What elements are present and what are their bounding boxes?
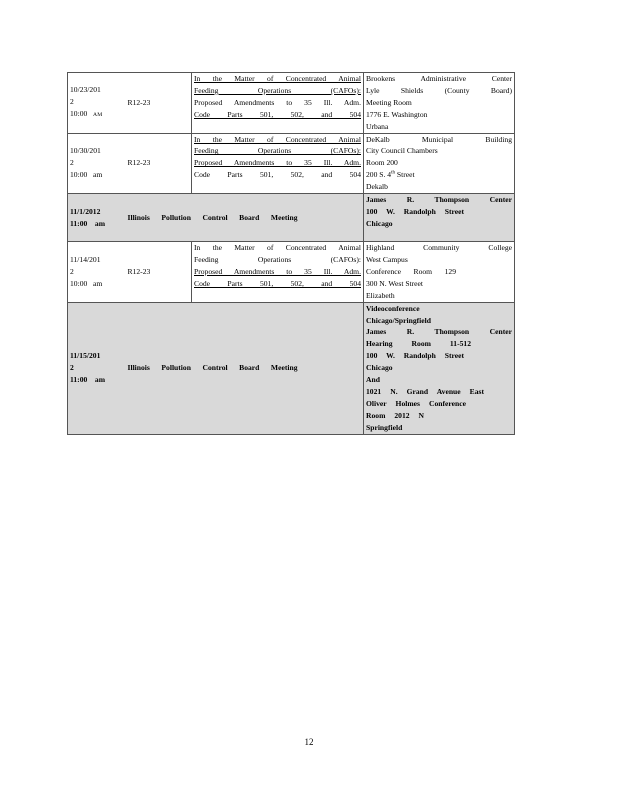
table-row xyxy=(68,133,515,194)
title-cell: In the Matter of Concentrated Animal Feeding Operations (CAFOs): Proposed Amendments to 35 Ill. Adm. Code Parts 501, 502, and 504 xyxy=(192,73,364,134)
table-row xyxy=(68,242,515,303)
docket-cell: R12-23 xyxy=(126,242,192,303)
location-cell: Highland Community College West Campus Conference Room 129 300 N. West Street Elizabeth xyxy=(364,242,515,303)
date-cell: 11/14/201 2 10:00 am xyxy=(68,242,126,303)
date-cell: 11/15/201 2 11:00 am xyxy=(68,302,126,434)
location-cell: Brookens Administrative Center Lyle Shields (County Board) Meeting Room 1776 E. Washington Urbana xyxy=(364,73,515,134)
docket-cell: R12-23 xyxy=(126,73,192,134)
title-cell: In the Matter of Concentrated Animal Feeding Operations (CAFOs): Proposed Amendments to 35 Ill. Adm. Code Parts 501, 502, and 504 xyxy=(192,242,364,303)
title-cell: In the Matter of Concentrated Animal Feeding Operations (CAFOs): Proposed Amendments to 35 Ill. Adm. Code Parts 501, 502, and 504 xyxy=(192,133,364,194)
table-row xyxy=(68,73,515,134)
date-cell: 11/1/2012 11:00 am xyxy=(68,194,126,242)
meeting-cell: Illinois Pollution Control Board Meeting xyxy=(126,194,364,242)
docket-cell: R12-23 xyxy=(126,133,192,194)
table-row xyxy=(68,194,515,242)
page-number: 12 xyxy=(304,737,314,747)
date-cell: 10/23/201 2 10:00 AM xyxy=(68,73,126,134)
location-cell: Videoconference Chicago/Springfield James R. Thompson Center Hearing Room 11-512 100 W. Randolph Street Chicago And 1021 N. Grand Avenue East Oliver Holmes Conference Room 2012 N Springfield xyxy=(364,302,515,434)
location-cell: DeKalb Municipal Building City Council Chambers Room 200 200 S. 4th Street Dekalb xyxy=(364,133,515,194)
meeting-cell: Illinois Pollution Control Board Meeting xyxy=(126,302,364,434)
location-cell: James R. Thompson Center 100 W. Randolph Street Chicago xyxy=(364,194,515,242)
hearing-schedule-table xyxy=(67,72,515,435)
table-row xyxy=(68,302,515,434)
date-cell: 10/30/201 2 10:00 am xyxy=(68,133,126,194)
